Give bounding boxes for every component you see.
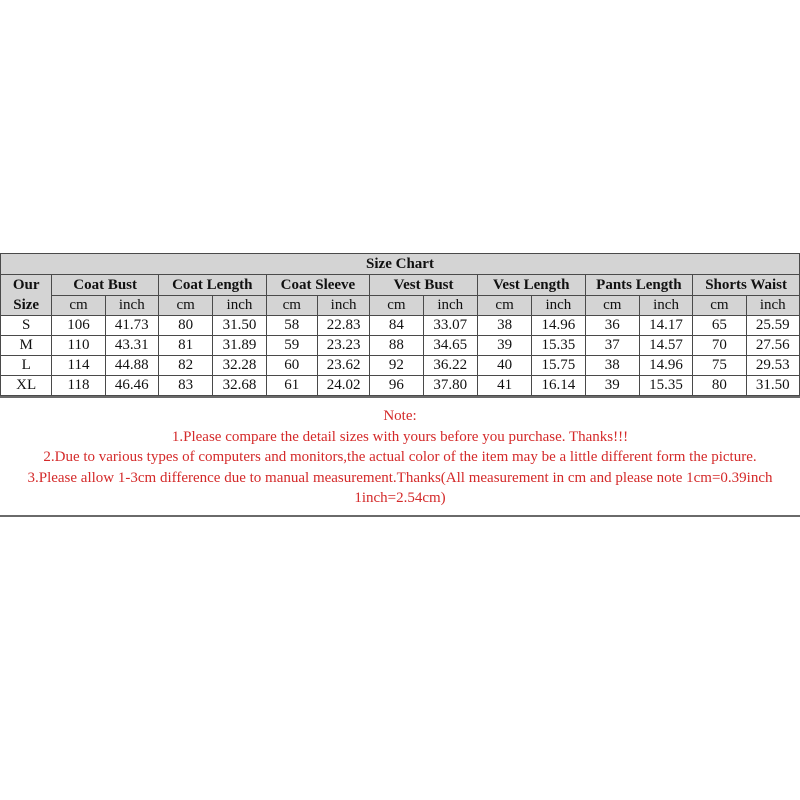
- unit-header: inch: [532, 296, 585, 316]
- table-cell: 33.07: [423, 316, 477, 336]
- table-cell: 36.22: [423, 356, 477, 376]
- unit-header: inch: [105, 296, 158, 316]
- table-cell: 118: [52, 376, 105, 396]
- table-row: [1, 336, 800, 356]
- table-cell: 14.96: [532, 316, 585, 336]
- chart-title: Size Chart: [1, 254, 800, 275]
- table-cell: 44.88: [105, 356, 158, 376]
- table-cell: 16.14: [532, 376, 585, 396]
- table-cell: 14.96: [639, 356, 692, 376]
- table-cell: 31.50: [213, 316, 266, 336]
- table-cell: 82: [158, 356, 212, 376]
- note-line: 1inch=2.54cm): [354, 490, 446, 506]
- size-label: S: [1, 316, 52, 336]
- table-cell: 81: [158, 336, 212, 356]
- table-cell: 58: [266, 316, 317, 336]
- table-cell: 88: [370, 336, 423, 356]
- group-header: Shorts Waist: [693, 275, 800, 296]
- unit-header: inch: [317, 296, 369, 316]
- table-cell: 41: [477, 376, 531, 396]
- note-line: Note:: [383, 408, 417, 424]
- table-cell: 70: [693, 336, 746, 356]
- table-cell: 61: [266, 376, 317, 396]
- unit-header: inch: [746, 296, 799, 316]
- table-cell: 32.68: [213, 376, 266, 396]
- size-chart: [0, 253, 800, 517]
- table-cell: 27.56: [746, 336, 799, 356]
- table-cell: 80: [693, 376, 746, 396]
- our-size-line1: Our: [12, 277, 40, 293]
- unit-header: inch: [423, 296, 477, 316]
- group-header: Coat Bust: [52, 275, 159, 296]
- table-cell: 39: [585, 376, 639, 396]
- table-cell: 83: [158, 376, 212, 396]
- note-line: 1.Please compare the detail sizes with yours before you purchase. Thanks!!!: [171, 428, 629, 445]
- table-cell: 84: [370, 316, 423, 336]
- table-cell: 14.17: [639, 316, 692, 336]
- note-line: 2.Due to various types of computers and monitors,the actual color of the item may be a little different form the picture.: [43, 449, 757, 465]
- size-label: L: [1, 356, 52, 376]
- note-block: [0, 396, 800, 517]
- table-cell: 80: [158, 316, 212, 336]
- table-cell: 34.65: [423, 336, 477, 356]
- table-cell: 23.23: [317, 336, 369, 356]
- size-label: M: [1, 336, 52, 356]
- unit-header: cm: [266, 296, 317, 316]
- table-cell: 39: [477, 336, 531, 356]
- table-cell: 75: [693, 356, 746, 376]
- table-cell: 43.31: [105, 336, 158, 356]
- table-cell: 37: [585, 336, 639, 356]
- table-cell: 41.73: [105, 316, 158, 336]
- our-size-line2: Size: [13, 297, 40, 313]
- table-cell: 24.02: [317, 376, 369, 396]
- table-cell: 22.83: [317, 316, 369, 336]
- unit-header: cm: [693, 296, 746, 316]
- unit-header: inch: [639, 296, 692, 316]
- table-cell: 29.53: [746, 356, 799, 376]
- table-cell: 14.57: [639, 336, 692, 356]
- table-cell: 60: [266, 356, 317, 376]
- table-cell: 38: [477, 316, 531, 336]
- table-row: [1, 356, 800, 376]
- table-cell: 25.59: [746, 316, 799, 336]
- group-header: Coat Length: [158, 275, 266, 296]
- table-cell: 15.35: [639, 376, 692, 396]
- table-cell: 32.28: [213, 356, 266, 376]
- group-header: Coat Sleeve: [266, 275, 370, 296]
- table-cell: 31.89: [213, 336, 266, 356]
- size-chart-table: [0, 253, 800, 396]
- table-cell: 38: [585, 356, 639, 376]
- table-cell: 92: [370, 356, 423, 376]
- group-header: Pants Length: [585, 275, 693, 296]
- table-cell: 46.46: [105, 376, 158, 396]
- unit-header: cm: [585, 296, 639, 316]
- group-header: Vest Length: [477, 275, 585, 296]
- our-size-header: [1, 275, 52, 316]
- table-cell: 114: [52, 356, 105, 376]
- table-cell: 96: [370, 376, 423, 396]
- table-cell: 37.80: [423, 376, 477, 396]
- table-cell: 106: [52, 316, 105, 336]
- table-cell: 23.62: [317, 356, 369, 376]
- unit-header: cm: [52, 296, 105, 316]
- table-cell: 59: [266, 336, 317, 356]
- table-cell: 36: [585, 316, 639, 336]
- size-label: XL: [1, 376, 52, 396]
- group-header: Vest Bust: [370, 275, 478, 296]
- table-cell: 65: [693, 316, 746, 336]
- table-row: [1, 376, 800, 396]
- table-cell: 40: [477, 356, 531, 376]
- note-line: 3.Please allow 1-3cm difference due to manual measurement.Thanks(All measurement in cm and please note 1cm=0.39inch: [27, 469, 773, 486]
- table-cell: 15.35: [532, 336, 585, 356]
- table-cell: 110: [52, 336, 105, 356]
- unit-header: cm: [477, 296, 531, 316]
- unit-header: cm: [158, 296, 212, 316]
- table-cell: 15.75: [532, 356, 585, 376]
- table-cell: 31.50: [746, 376, 799, 396]
- unit-header: inch: [213, 296, 266, 316]
- table-row: [1, 316, 800, 336]
- unit-header: cm: [370, 296, 423, 316]
